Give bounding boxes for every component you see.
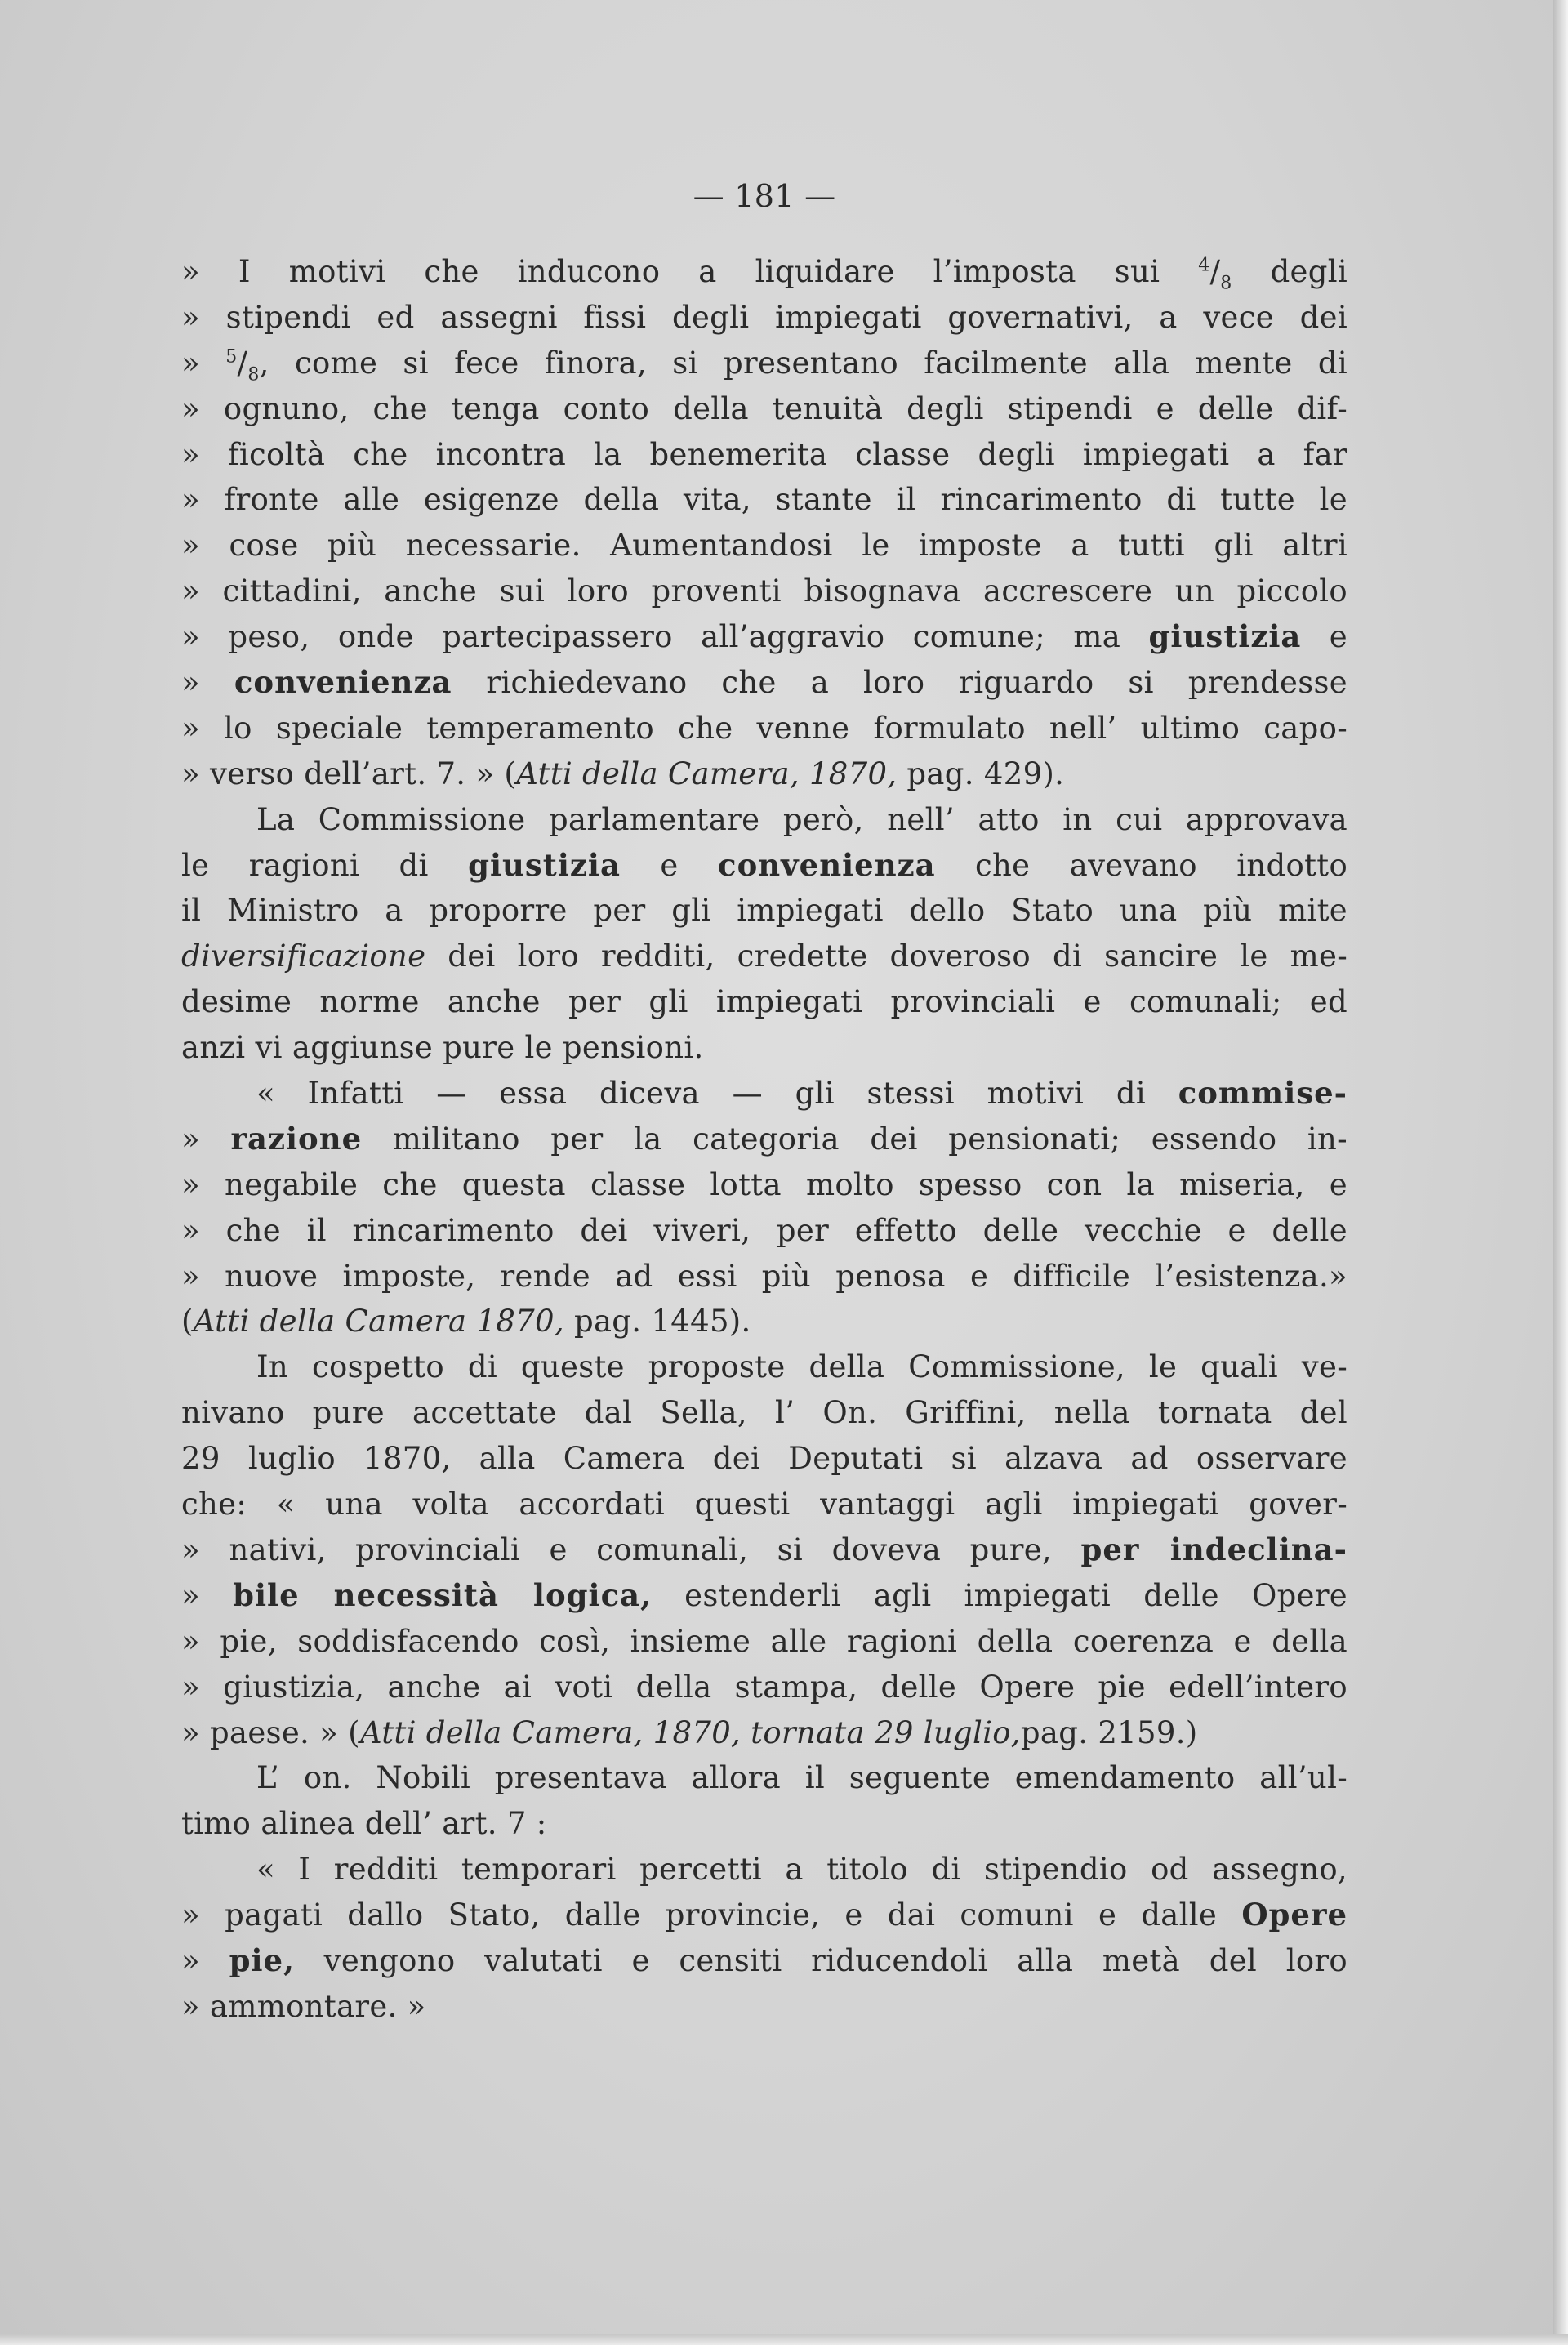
line-text: pag. 429). [897, 756, 1065, 791]
text-line-18: anzi vi aggiunse pure le pensioni. [181, 1030, 704, 1066]
text-line-22: » che il rincarimento dei viveri, per effetto delle vecchie e delle [181, 1212, 1348, 1248]
line-text: estenderli agli impiegati delle Opere [651, 1577, 1348, 1613]
text-line-26: nivano pure accettate dal Sella, l’ On. Griffini, nella tornata del [181, 1395, 1348, 1431]
text-line-33 [181, 1710, 1348, 1756]
fraction-slash: / [1209, 254, 1221, 289]
line-text: pag. 1445). [564, 1304, 751, 1340]
text-line-32: » giustizia, anche ai voti della stampa, delle Opere pie edell’intero [181, 1669, 1348, 1705]
line-text: dei loro redditi, credette doveroso di sancire le me- [425, 938, 1348, 974]
fraction-denominator: 8 [1220, 273, 1232, 294]
line-text: » verso dell’art. 7. » ( [181, 756, 517, 791]
emphasis-bold: bile necessità logica, [233, 1576, 652, 1613]
line-text: vengono valutati e censiti riducendoli alla metà del loro [294, 1942, 1348, 1978]
line-text: che avevano indotto [935, 847, 1348, 883]
line-text: degli [1232, 254, 1348, 289]
emphasis-bold: convenienza [718, 846, 936, 883]
text-line-3 [181, 341, 1348, 386]
text-line-15: il Ministro a proporre per gli impiegati dello Stato una più mite [181, 893, 1348, 929]
line-text: » paese. » ( [181, 1714, 360, 1750]
emphasis-bold: per indeclina- [1080, 1531, 1348, 1567]
page-edge-right [1553, 0, 1568, 2345]
emphasis-bold: razione [230, 1120, 363, 1157]
line-text: , come si fece finora, si presentano facilmente alla mente di [259, 345, 1348, 381]
line-text: e [620, 847, 719, 883]
emphasis-bold: commise- [1178, 1075, 1348, 1112]
fraction-numerator: 4 [1198, 255, 1210, 276]
text-line-38 [181, 1938, 1348, 1984]
line-text: militano per la categoria dei pensionati; essendo in- [362, 1121, 1348, 1157]
emphasis-italic: diversificazione [181, 938, 426, 974]
line-text: » pagati dallo Stato, dalle provincie, e dai comuni e dalle [181, 1897, 1242, 1933]
line-text: « Infatti — essa diceva — gli stessi motivi di [256, 1076, 1178, 1112]
text-line-23: » nuove imposte, rende ad essi più penosa e difficile l’esistenza.» [181, 1258, 1348, 1294]
text-line-9 [181, 614, 1348, 660]
text-line-7: » cose più necessarie. Aumentandosi le imposte a tutti gli altri [181, 528, 1348, 564]
text-line-21: » negabile che questa classe lotta molto spesso con la miseria, e [181, 1166, 1348, 1202]
emphasis-bold: convenienza [234, 664, 452, 701]
text-line-19 [181, 1071, 1348, 1117]
line-text: » nativi, provinciali e comunali, si doveva pure, [181, 1531, 1081, 1567]
text-line-25: In cospetto di queste proposte della Commissione, le quali ve- [256, 1349, 1348, 1385]
citation-italic: Atti della Camera 1870, [193, 1304, 564, 1340]
text-line-36: « I redditi temporari percetti a titolo di stipendio od assegno, [256, 1852, 1348, 1888]
text-line-30 [181, 1573, 1348, 1619]
text-line-29 [181, 1527, 1348, 1573]
line-text: » I motivi che inducono a liquidare l’imposta sui [181, 254, 1199, 289]
line-text: ( [181, 1304, 194, 1340]
text-line-5: » ficoltà che incontra la benemerita classe degli impiegati a far [181, 436, 1348, 472]
text-line-27: 29 luglio 1870, alla Camera dei Deputati si alzava ad osservare [181, 1441, 1348, 1477]
text-line-12 [181, 751, 1348, 797]
line-text: pag. 2159.) [1020, 1714, 1198, 1750]
text-line-31: » pie, soddisfacendo così, insieme alle ragioni della coerenza e della [181, 1623, 1348, 1659]
line-text: » [181, 665, 234, 701]
text-line-34: L’ on. Nobili presentava allora il seguente emendamento all’ul- [256, 1760, 1348, 1796]
text-line-4: » ognuno, che tenga conto della tenuità degli stipendi e delle dif- [181, 390, 1348, 426]
line-text: » [181, 1942, 229, 1978]
text-line-17: desime norme anche per gli impiegati provinciali e comunali; ed [181, 984, 1348, 1020]
text-line-8: » cittadini, anche sui loro proventi bisognava accrescere un piccolo [181, 573, 1348, 609]
fraction-denominator: 8 [247, 364, 260, 386]
page-text [181, 159, 1348, 2030]
text-line-14 [181, 843, 1348, 889]
fraction-numerator: 5 [225, 346, 238, 368]
text-line-2: » stipendi ed assegni fissi degli impiegati governativi, a vece dei [181, 299, 1348, 335]
line-text: le ragioni di [181, 847, 469, 883]
emphasis-bold: Opere [1241, 1897, 1348, 1933]
text-line-37 [181, 1892, 1348, 1938]
line-text: » peso, onde partecipassero all’aggravio comune; ma [181, 619, 1149, 655]
line-text: e [1301, 619, 1348, 655]
page-edge-bottom [0, 2334, 1568, 2345]
text-line-1 [181, 249, 1348, 295]
citation-italic: Atti della Camera, 1870, tornata 29 luglio, [359, 1714, 1021, 1750]
line-text: richiedevano che a loro riguardo si prendesse [452, 665, 1348, 701]
page-number: — 181 — [693, 178, 836, 214]
citation-italic: Atti della Camera, 1870, [516, 756, 898, 791]
text-line-13: La Commissione parlamentare però, nell’ atto in cui approvava [256, 801, 1348, 837]
text-line-35: timo alinea dell’ art. 7 : [181, 1806, 547, 1842]
line-text: » [181, 1577, 234, 1613]
fraction-slash: / [237, 345, 248, 381]
text-line-20 [181, 1117, 1348, 1162]
text-line-24 [181, 1299, 1348, 1344]
emphasis-bold: giustizia [1148, 618, 1302, 655]
text-line-10 [181, 660, 1348, 706]
text-line-6: » fronte alle esigenze della vita, stante il rincarimento di tutte le [181, 482, 1348, 518]
line-text: » [181, 1121, 231, 1157]
text-line-11: » lo speciale temperamento che venne formulato nell’ ultimo capo- [181, 710, 1348, 746]
text-line-16 [181, 934, 1348, 979]
emphasis-bold: pie, [229, 1942, 295, 1978]
emphasis-bold: giustizia [468, 846, 621, 883]
text-line-39: » ammontare. » [181, 1988, 426, 2024]
line-text: » [181, 345, 226, 381]
text-line-28: che: « una volta accordati questi vantaggi agli impiegati gover- [181, 1487, 1348, 1522]
